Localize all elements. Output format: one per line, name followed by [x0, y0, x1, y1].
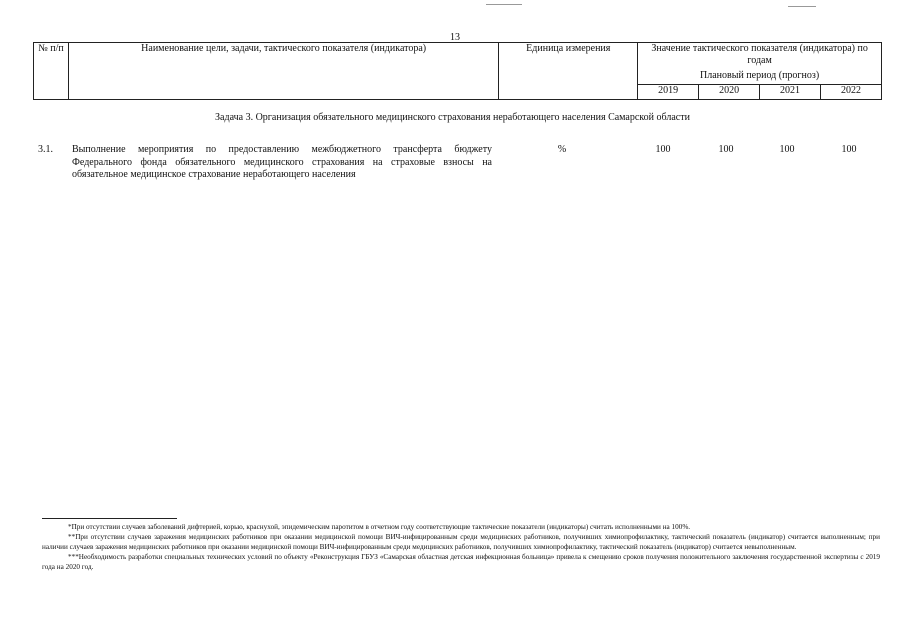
header-num: № п/п — [34, 43, 69, 100]
header-year: 2022 — [821, 85, 882, 100]
row-number: 3.1. — [38, 144, 53, 155]
scan-artifact-line — [486, 4, 522, 5]
row-value-2019: 100 — [655, 144, 671, 155]
row-description: Выполнение мероприятия по предоставлению межбюджетного трансферта бюджету Федерального фонда обязательного медицинского страхования на страховые взносы на обязательное медицинское страхование неработающего населения — [72, 144, 492, 180]
footnote: *При отсутствии случаев заболеваний дифтерией, корью, краснухой, эпидемическим паротитом в отчетном году соответствующие тактические показатели (индикаторы) считать исполненными на 100%. — [68, 523, 691, 531]
indicator-table-header — [33, 42, 882, 100]
row-value-2020: 100 — [718, 144, 734, 155]
scan-artifact-line — [788, 6, 816, 7]
header-values-title: Значение тактического показателя (индикатора) по годам — [638, 43, 882, 71]
header-unit: Единица измерения — [499, 43, 638, 100]
header-plan-period: Плановый период (прогноз) — [638, 70, 882, 84]
footnote: ***Необходимость разработки специальных технических условий по объекту «Реконструкция ГБУЗ «Самарская областная детская инфекционная больница» привела к смещению сроков получения положительного заключения государственной экспертизы с 2019 года на 2020 год. — [42, 553, 880, 571]
footnote-separator — [42, 518, 177, 519]
header-name: Наименование цели, задачи, тактического показателя (индикатора) — [68, 43, 498, 100]
header-year: 2021 — [760, 85, 821, 100]
footnote: **При отсутствии случаев заражения медицинских работников при оказании медицинской помощи ВИЧ-инфицированным среди медицинских работников, получивших химиопрофилактику, тактический показатель (индикатор) считается выполненным; при наличии случаев заражения медицинских работников при оказании медицинской помощи ВИЧ-инфицированным среди медицинских работников, получивших химиопрофилактику, тактический показатель (индикатор) считается невыполненным. — [42, 533, 880, 551]
row-value-2021: 100 — [779, 144, 795, 155]
header-year: 2020 — [699, 85, 760, 100]
task-title: Задача 3. Организация обязательного медицинского страхования неработающего населения Самарской области — [215, 112, 690, 123]
row-unit: % — [557, 144, 567, 155]
row-value-2022: 100 — [841, 144, 857, 155]
header-year: 2019 — [638, 85, 699, 100]
page-number: 13 — [450, 32, 460, 43]
footnotes — [42, 522, 880, 572]
